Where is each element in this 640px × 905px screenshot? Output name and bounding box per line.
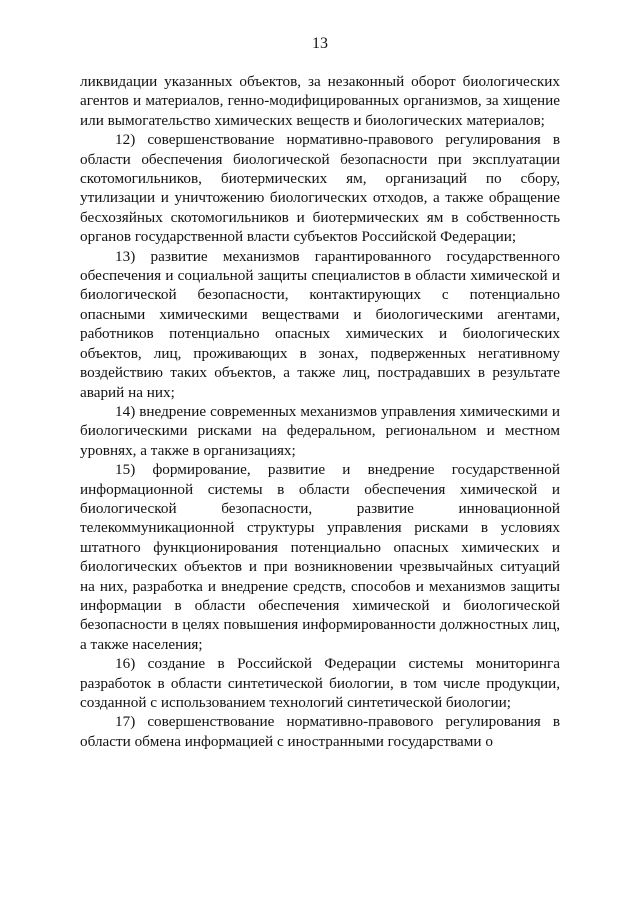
paragraph-item-14: 14) внедрение современных механизмов управления химическими и биологическими рисками на федеральном, региональном и местном уровнях, а также в организациях;	[80, 402, 560, 459]
paragraph-item-13: 13) развитие механизмов гарантированного государственного обеспечения и социальной защиты специалистов в области химической и биологической безопасности, контактирующих с потенциально опасными химическими веществами и биологическими агентами, работников потенциально опасных химических и биологических объектов, лиц, проживающих в зонах, подверженных негативному воздействию таких объектов, а также лиц, пострадавших в результате аварий на них;	[80, 247, 560, 401]
document-body	[80, 72, 560, 751]
paragraph-item-15: 15) формирование, развитие и внедрение государственной информационной системы в области обеспечения химической и биологической безопасности, развитие инновационной телекоммуникационной структуры управления рисками в условиях штатного функционирования потенциально опасных химических и биологических объектов и при возникновении чрезвычайных ситуаций на них, разработка и внедрение средств, способов и механизмов защиты информации в области обеспечения химической и биологической безопасности в целях повышения информированности должностных лиц, а также населения;	[80, 461, 560, 653]
paragraph-item-12: 12) совершенствование нормативно-правового регулирования в области обеспечения биологической безопасности при эксплуатации скотомогильников, биотермических ям, организаций по сбору, утилизации и уничтожению биологических отходов, а также обращение бесхозяйных скотомогильников и биотермических ям в собственность органов государственной власти субъектов Российской Федерации;	[80, 131, 560, 246]
paragraph-item-16: 16) создание в Российской Федерации системы мониторинга разработок в области синтетической биологии, в том числе продукции, созданной с использованием технологий синтетической биологии;	[80, 655, 560, 711]
page-number: 13	[312, 35, 328, 52]
paragraph-item-17: 17) совершенствование нормативно-правового регулирования в области обмена информацией с иностранными государствами о	[80, 713, 560, 750]
paragraph-continuation: ликвидации указанных объектов, за незаконный оборот биологических агентов и материалов, генно-модифицированных организмов, за хищение или вымогательство химических веществ и биологических материалов;	[80, 73, 560, 129]
